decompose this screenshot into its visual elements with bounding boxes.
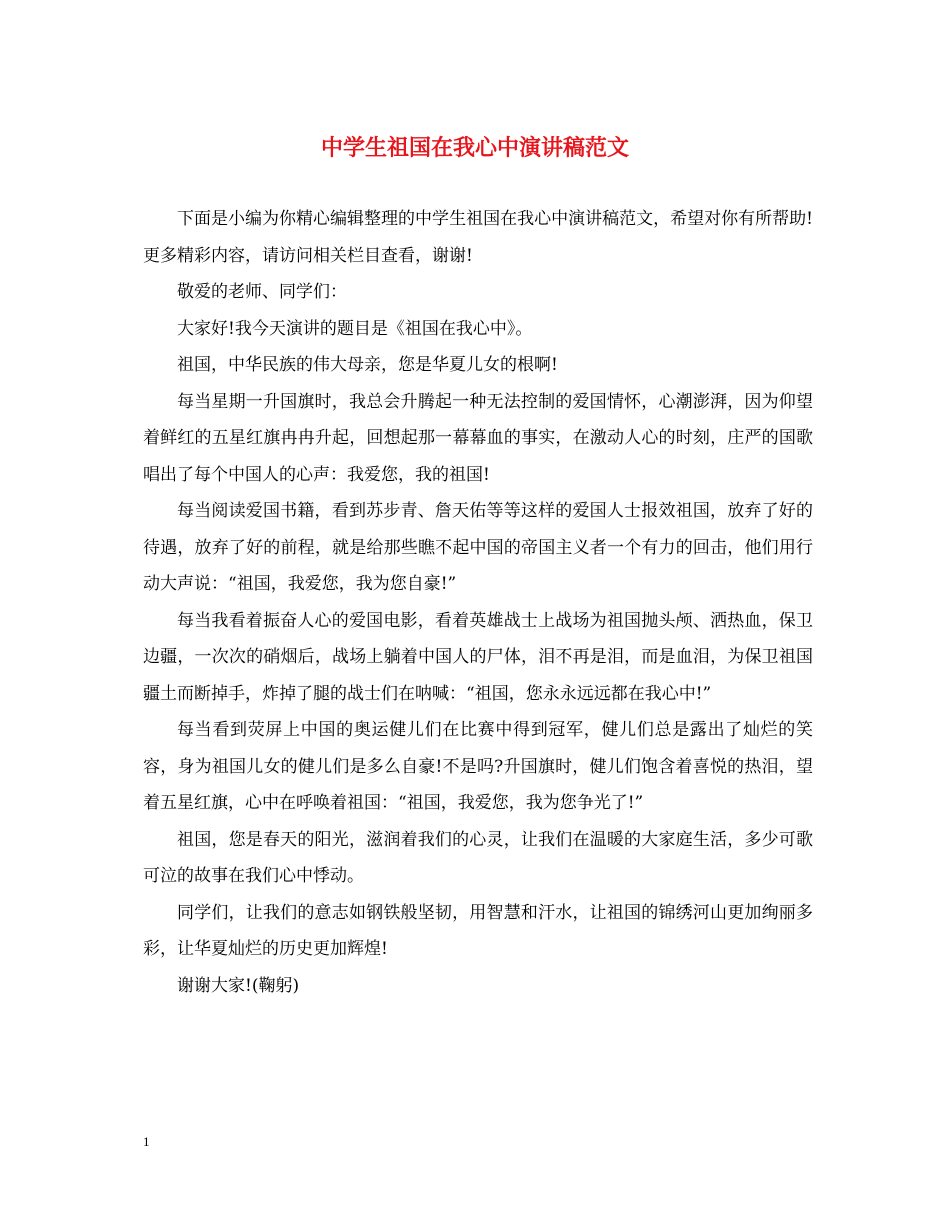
paragraph-salutation: 敬爱的老师、同学们： [177,282,347,302]
document-title: 中学生祖国在我心中演讲稿范文 [320,135,629,161]
paragraph: 每当星期一升国旗时，我总会升腾起一种无法控制的爱国情怀，心潮澎湃，因为仰望着鲜红的五星红旗冉冉升起，回想起那一幕幕血的事实，在激动人心的时刻，庄严的国歌唱出了每个中国人的心声：我爱您，我的祖国! [143,391,813,485]
paragraph-greeting: 大家好!我今天演讲的题目是《祖国在我心中》。 [177,318,533,339]
paragraph: 每当阅读爱国书籍，看到苏步青、詹天佑等等这样的爱国人士报效祖国，放弃了好的待遇，放弃了好的前程，就是给那些瞧不起中国的帝国主义者一个有力的回击，他们用行动大声说：“祖国，我爱您，我为您自豪!” [143,501,813,594]
paragraph-intro: 下面是小编为你精心编辑整理的中学生祖国在我心中演讲稿范文，希望对你有所帮助!更多精彩内容，请访问相关栏目查看，谢谢! [143,209,813,266]
paragraph: 同学们，让我们的意志如钢铁般坚韧，用智慧和汗水，让祖国的锦绣河山更加绚丽多彩，让华夏灿烂的历史更加辉煌! [143,902,813,959]
document-body [143,201,813,1004]
paragraph: 每当看到荧屏上中国的奥运健儿们在比赛中得到冠军，健儿们总是露出了灿烂的笑容，身为祖国儿女的健儿们是多么自豪!不是吗?升国旗时，健儿们饱含着喜悦的热泪，望着五星红旗，心中在呼唤着祖国：“祖国，我爱您，我为您争光了!” [143,720,813,813]
paragraph: 祖国，中华民族的伟大母亲，您是华夏儿女的根啊! [177,355,558,375]
paragraph: 祖国，您是春天的阳光，滋润着我们的心灵，让我们在温暖的大家庭生活，多少可歌可泣的故事在我们心中悸动。 [143,829,813,886]
page-number: 1 [143,1134,150,1149]
paragraph: 每当我看着振奋人心的爱国电影，看着英雄战士上战场为祖国抛头颅、洒热血，保卫边疆，一次次的硝烟后，战场上躺着中国人的尸体，泪不再是泪，而是血泪，为保卫祖国疆土而断掉手，炸掉了腿的战士们在呐喊：“祖国，您永永远远都在我心中!” [143,610,813,704]
paragraph-closing: 谢谢大家!(鞠躬) [177,975,300,996]
